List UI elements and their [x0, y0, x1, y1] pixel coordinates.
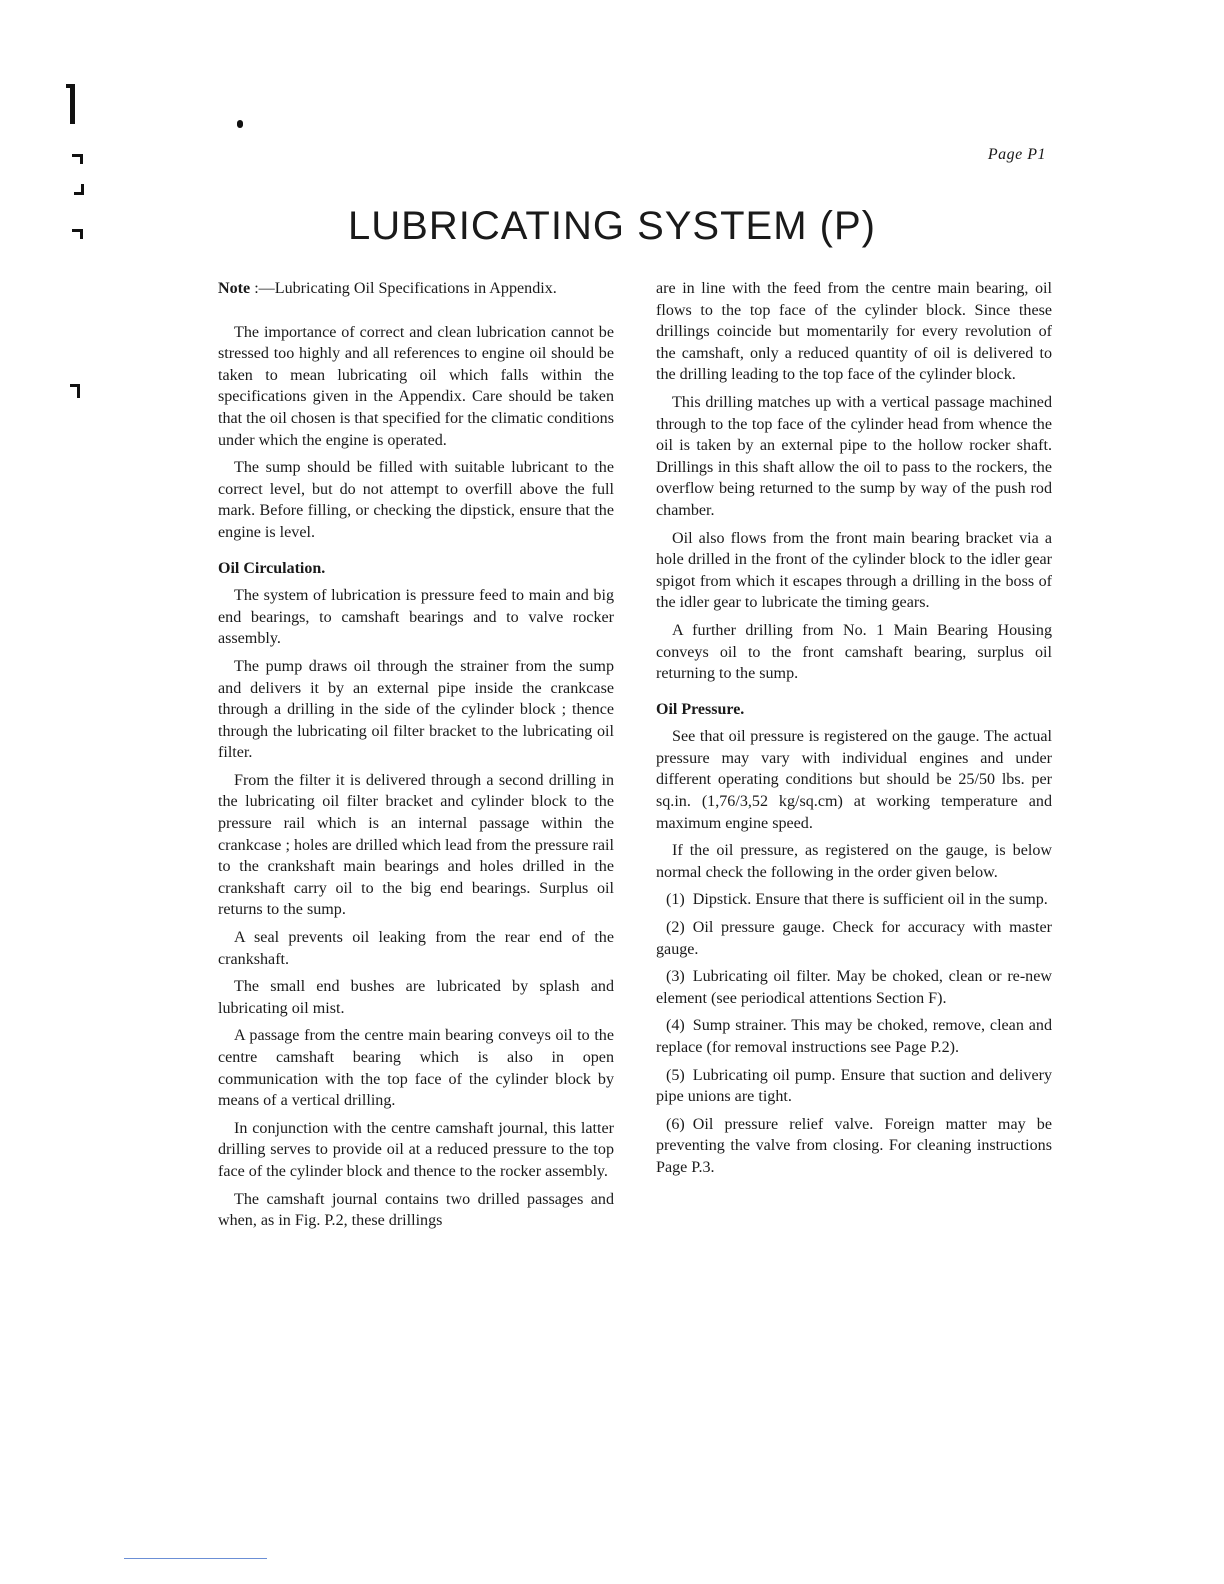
checklist-text: Lubricating oil filter. May be choked, clean or re-new element (see periodical attentions Section F). — [656, 968, 1052, 1007]
right-column — [656, 278, 1052, 1185]
heading-oil-circulation: Oil Circulation. — [218, 559, 326, 577]
paragraph: If the oil pressure, as registered on the gauge, is below normal check the following in the order given below. — [656, 842, 1052, 881]
paragraph: The pump draws oil through the strainer from the sump and delivers it by an external pipe inside the crankcase through a drilling in the side of the cylinder block ; thence through the lubricating oil filter bracket to the lubricating oil filter. — [218, 657, 614, 762]
paragraph: From the filter it is delivered through a second drilling in the lubricating oil filter bracket and cylinder block to the pressure rail which is an internal passage within the crankcase ; holes are drilled which lead from the pressure rail to the crankshaft main bearings and holes drilled in the crankshaft carry oil to the big end bearings. Surplus oil returns to the sump. — [218, 771, 614, 919]
paragraph: Oil also flows from the front main bearing bracket via a hole drilled in the front of the cylinder block to the idler gear spigot from which it escapes through a drilling in the boss of the idler gear to lubricate the timing gears. — [656, 529, 1052, 612]
scan-dot — [237, 120, 243, 128]
paragraph: A passage from the centre main bearing conveys oil to the centre camshaft bearing which is also in open communication with the top face of the cylinder block by means of a vertical drilling. — [218, 1027, 614, 1110]
paragraph: The sump should be filled with suitable lubricant to the correct level, but do not attempt to overfill above the full mark. Before filling, or checking the dipstick, ensure that the engine is level. — [218, 459, 614, 541]
paragraph: See that oil pressure is registered on the gauge. The actual pressure may vary with individual engines and under different operating conditions but should be 25/50 lbs. per sq.in. (1,76/3,52 kg/sq.cm) at working temperature and maximum engine speed. — [656, 728, 1052, 832]
checklist-text: Oil pressure relief valve. Foreign matter may be preventing the valve from closing. For cleaning instructions Page P.3. — [656, 1115, 1052, 1176]
checklist-item — [656, 889, 1052, 911]
checklist-number: (1) — [666, 891, 685, 909]
checklist-text: Dipstick. Ensure that there is sufficient oil in the sump. — [692, 891, 1048, 909]
paragraph: The small end bushes are lubricated by splash and lubricating oil mist. — [218, 978, 614, 1017]
page-number: Page P1 — [987, 146, 1046, 163]
paragraph: A seal prevents oil leaking from the rear end of the crankshaft. — [218, 929, 614, 968]
scan-mark-top-cap — [66, 84, 75, 88]
checklist-text: Oil pressure gauge. Check for accuracy with master gauge. — [656, 919, 1052, 958]
checklist-item — [656, 1114, 1052, 1179]
checklist-number: (4) — [666, 1017, 685, 1035]
scan-tick-2b — [81, 184, 84, 194]
page-title: LUBRICATING SYSTEM (P) — [348, 204, 876, 248]
checklist-text: Sump strainer. This may be choked, remove, clean and replace (for removal instructions see Page P.2). — [656, 1017, 1052, 1056]
paragraph: The system of lubrication is pressure feed to main and big end bearings, to camshaft bearings and to valve rocker assembly. — [218, 587, 614, 648]
scan-tick-4b — [77, 384, 80, 398]
scan-tick-1b — [80, 154, 83, 164]
checklist-number: (5) — [666, 1066, 685, 1084]
left-column — [218, 278, 614, 1238]
scan-mark-top — [70, 84, 75, 124]
paragraph: The importance of correct and clean lubrication cannot be stressed too highly and all references to engine oil should be taken to mean lubricating oil which falls within the specifications given in the Appendix. Care should be taken that the oil chosen is that specified for the climatic conditions under which the engine is operated. — [218, 323, 614, 449]
checklist-number: (3) — [666, 968, 685, 986]
paragraph: A further drilling from No. 1 Main Bearing Housing conveys oil to the front camshaft bearing, surplus oil returning to the sump. — [656, 621, 1052, 683]
checklist-item — [656, 1015, 1052, 1058]
checklist-item — [656, 966, 1052, 1009]
note-label: Note — [218, 280, 251, 297]
paragraph: This drilling matches up with a vertical passage machined through to the top face of the cylinder head from whence the oil is taken by an external pipe to the hollow rocker shaft. Drillings in this shaft allow the oil to pass to the rockers, the overflow being returned to the sump by way of the push rod chamber. — [656, 393, 1052, 519]
heading-oil-pressure: Oil Pressure. — [656, 700, 745, 718]
bottom-rule — [124, 1558, 267, 1559]
paragraph: In conjunction with the centre camshaft journal, this latter drilling serves to provide oil at a reduced pressure to the top face of the cylinder block and thence to the rocker assembly. — [218, 1119, 614, 1180]
paragraph: The camshaft journal contains two drilled passages and when, as in Fig. P.2, these drillings — [218, 1190, 614, 1230]
note-line — [218, 278, 614, 300]
checklist-number: (6) — [666, 1115, 685, 1133]
paragraph-continued: are in line with the feed from the centre main bearing, oil flows to the top face of the cylinder block. Since these drillings coincide but momentarily for every revolution of the camshaft, only a reduced quantity of oil is delivered to the drilling leading to the top face of the cylinder block. — [656, 280, 1052, 384]
checklist-item — [656, 1065, 1052, 1108]
checklist-item — [656, 917, 1052, 960]
note-text: :—Lubricating Oil Specifications in Appendix. — [250, 280, 557, 297]
checklist-number: (2) — [666, 919, 685, 937]
checklist-text: Lubricating oil pump. Ensure that suction and delivery pipe unions are tight. — [656, 1066, 1052, 1106]
